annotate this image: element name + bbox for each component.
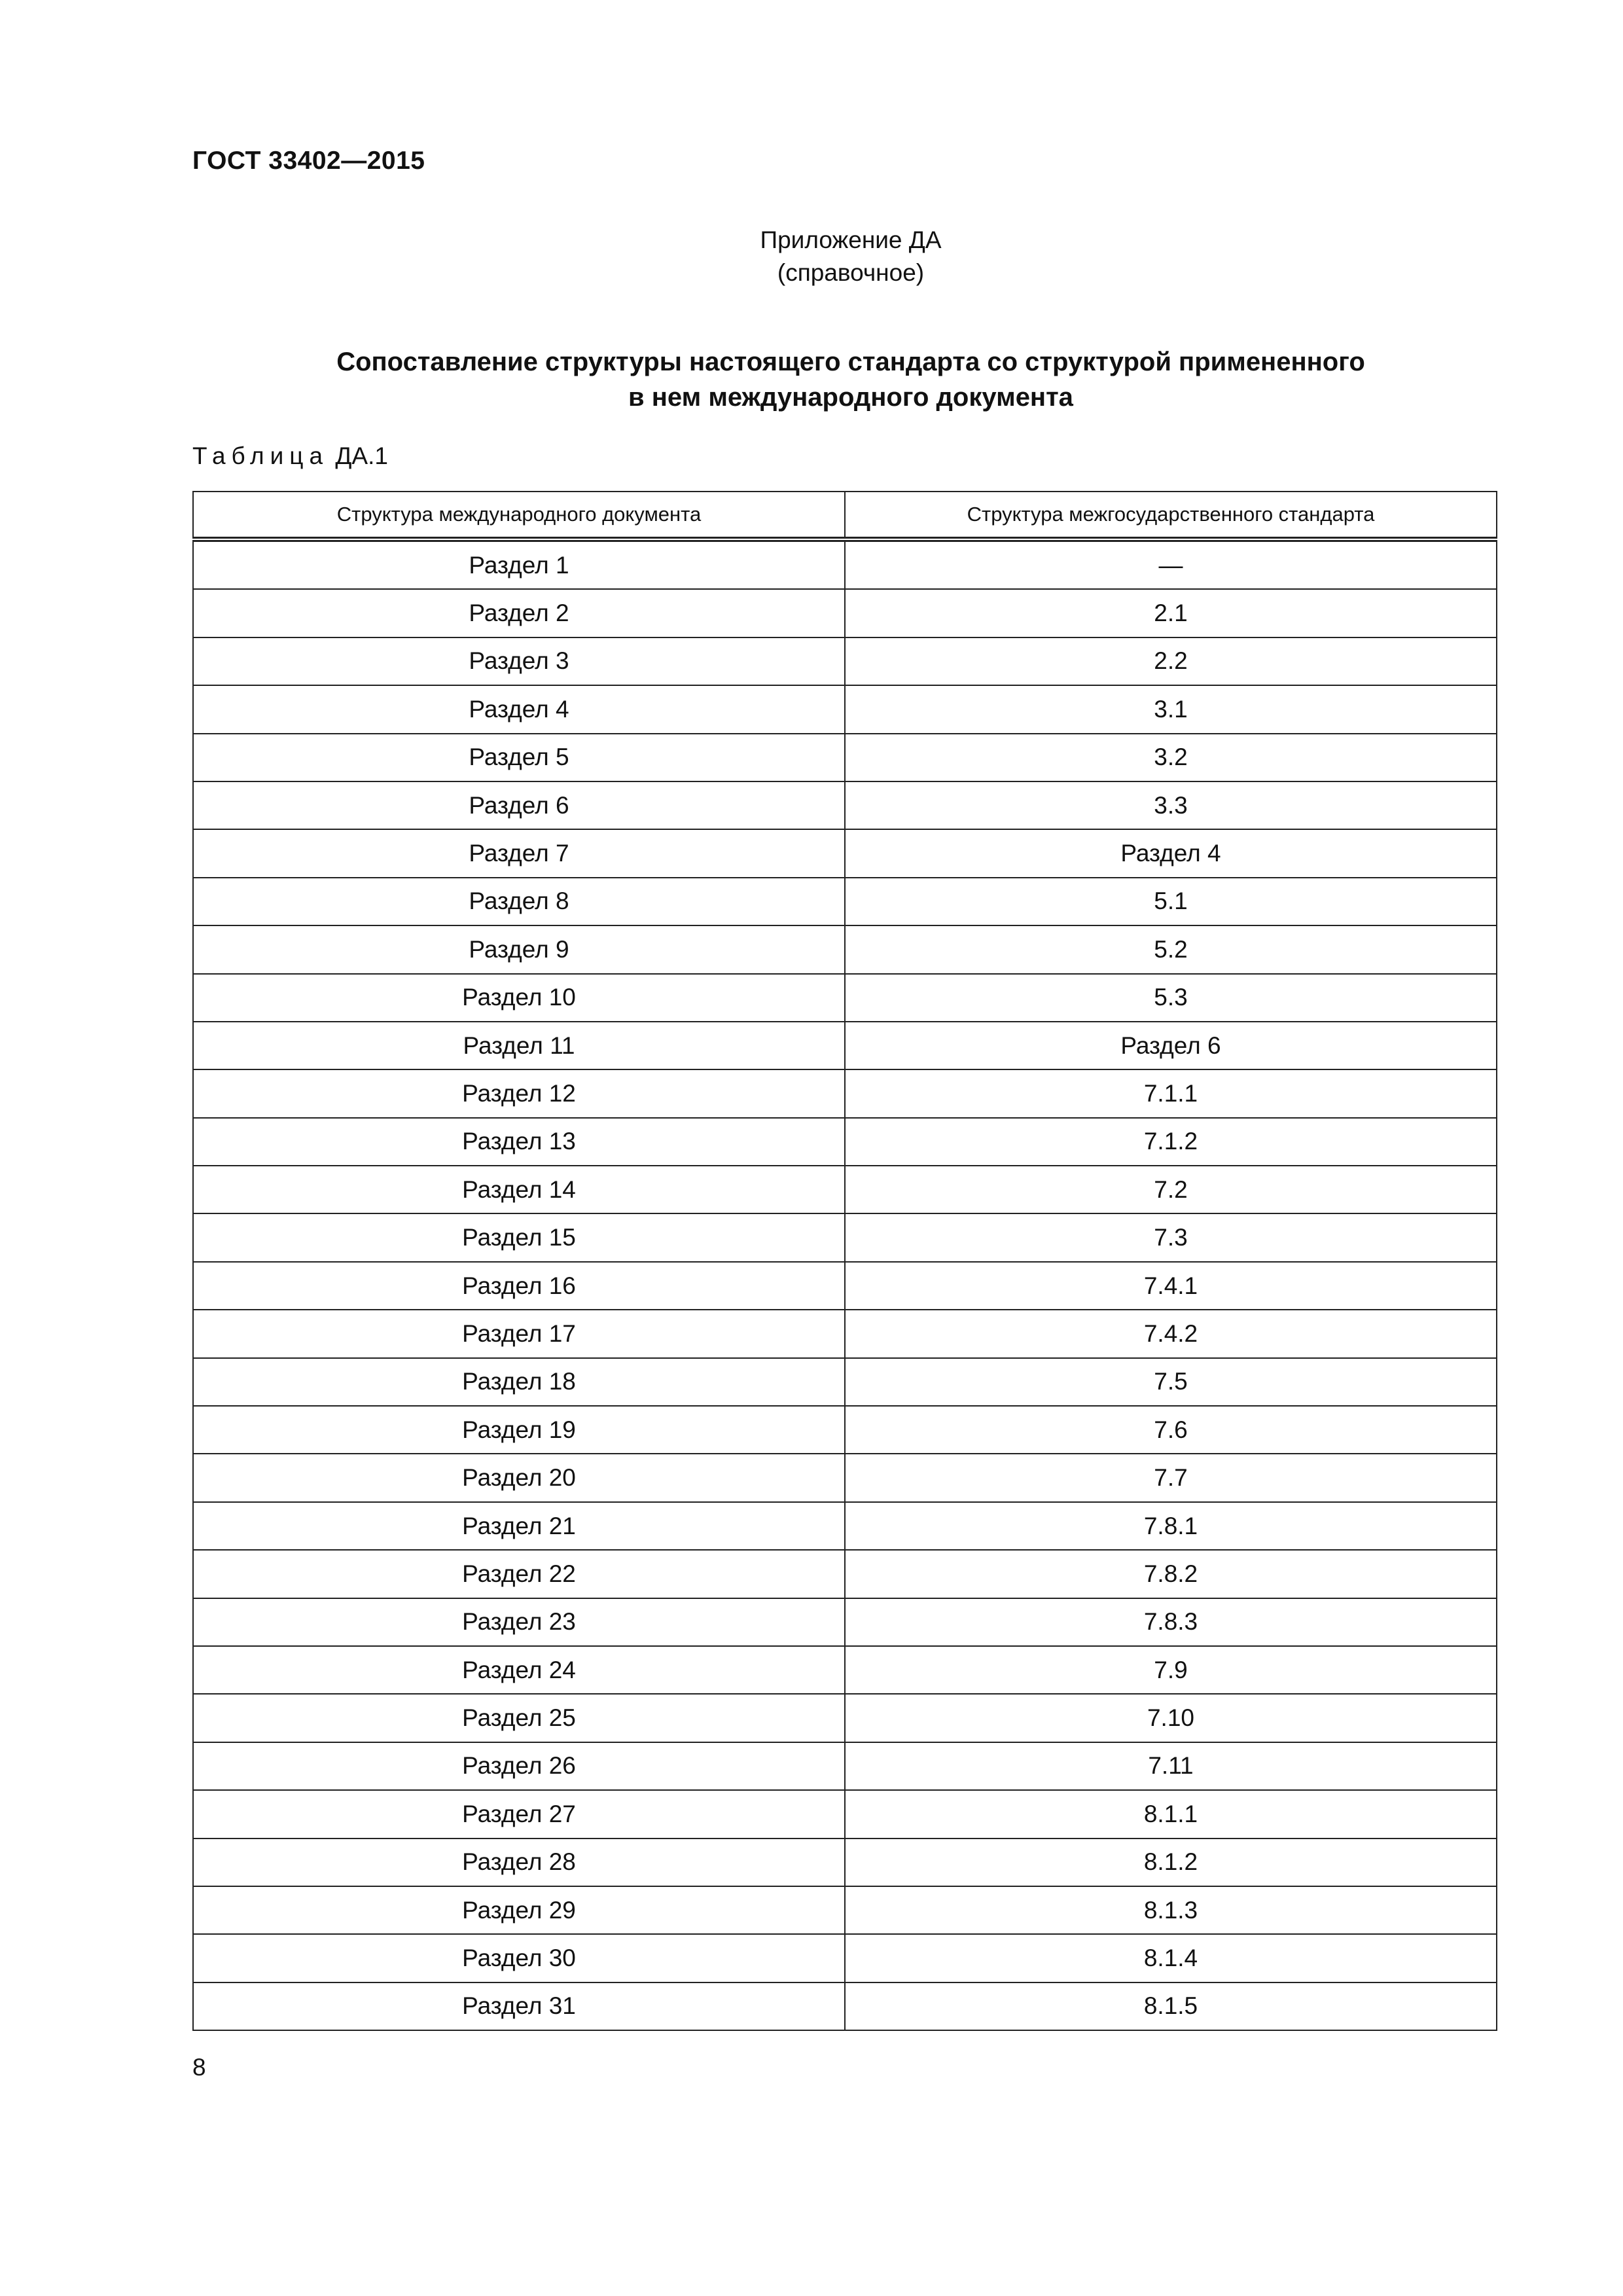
international-section-cell: Раздел 20 — [193, 1454, 845, 1501]
interstate-section-cell: 8.1.3 — [845, 1886, 1497, 1934]
table-row — [193, 925, 1497, 973]
interstate-section-cell: 7.5 — [845, 1358, 1497, 1406]
international-section-cell: Раздел 12 — [193, 1069, 845, 1117]
column-header-interstate: Структура межгосударственного стандарта — [845, 492, 1497, 539]
appendix-title-block — [0, 224, 1623, 289]
interstate-section-cell: Раздел 4 — [845, 829, 1497, 877]
interstate-section-cell: 3.1 — [845, 685, 1497, 733]
international-section-cell: Раздел 22 — [193, 1550, 845, 1598]
table-row — [193, 1598, 1497, 1646]
table-heading-line-1: Сопоставление структуры настоящего стандарта со структурой примененного — [336, 348, 1365, 376]
international-section-cell: Раздел 19 — [193, 1406, 845, 1454]
international-section-cell: Раздел 18 — [193, 1358, 845, 1406]
table-row — [193, 1454, 1497, 1501]
international-section-cell: Раздел 16 — [193, 1262, 845, 1310]
table-row — [193, 829, 1497, 877]
international-section-cell: Раздел 25 — [193, 1694, 845, 1742]
table-row — [193, 1934, 1497, 1982]
interstate-section-cell: 3.2 — [845, 734, 1497, 781]
international-section-cell: Раздел 24 — [193, 1646, 845, 1694]
table-row — [193, 1406, 1497, 1454]
table-row — [193, 637, 1497, 685]
international-section-cell: Раздел 14 — [193, 1166, 845, 1213]
appendix-subtitle: (справочное) — [777, 259, 925, 286]
document-code: ГОСТ 33402—2015 — [192, 147, 425, 175]
interstate-section-cell: 7.2 — [845, 1166, 1497, 1213]
table-body — [193, 539, 1497, 2030]
table-heading-line-2: в нем международного документа — [628, 383, 1073, 412]
international-section-cell: Раздел 23 — [193, 1598, 845, 1646]
international-section-cell: Раздел 17 — [193, 1310, 845, 1357]
international-section-cell: Раздел 13 — [193, 1118, 845, 1166]
international-section-cell: Раздел 29 — [193, 1886, 845, 1934]
interstate-section-cell: 7.8.1 — [845, 1502, 1497, 1550]
table-row — [193, 1118, 1497, 1166]
interstate-section-cell: 5.1 — [845, 878, 1497, 925]
table-row — [193, 1550, 1497, 1598]
interstate-section-cell: 8.1.5 — [845, 1982, 1497, 2030]
interstate-section-cell: 7.10 — [845, 1694, 1497, 1742]
interstate-section-cell: 7.1.2 — [845, 1118, 1497, 1166]
table-row — [193, 781, 1497, 829]
interstate-section-cell: 7.9 — [845, 1646, 1497, 1694]
international-section-cell: Раздел 1 — [193, 539, 845, 589]
table-row — [193, 1790, 1497, 1838]
international-section-cell: Раздел 9 — [193, 925, 845, 973]
table-row — [193, 1310, 1497, 1357]
international-section-cell: Раздел 8 — [193, 878, 845, 925]
international-section-cell: Раздел 4 — [193, 685, 845, 733]
table-caption — [192, 442, 388, 470]
interstate-section-cell: 3.3 — [845, 781, 1497, 829]
interstate-section-cell: 8.1.2 — [845, 1839, 1497, 1886]
table-row — [193, 1886, 1497, 1934]
interstate-section-cell: 8.1.4 — [845, 1934, 1497, 1982]
table-caption-prefix: Таблица — [192, 442, 329, 469]
table-row — [193, 1839, 1497, 1886]
international-section-cell: Раздел 21 — [193, 1502, 845, 1550]
international-section-cell: Раздел 11 — [193, 1022, 845, 1069]
table-row — [193, 539, 1497, 589]
interstate-section-cell: 7.4.2 — [845, 1310, 1497, 1357]
appendix-title: Приложение ДА — [760, 226, 942, 253]
international-section-cell: Раздел 28 — [193, 1839, 845, 1886]
table-row — [193, 1213, 1497, 1261]
table-row — [193, 1069, 1497, 1117]
international-section-cell: Раздел 3 — [193, 637, 845, 685]
interstate-section-cell: 5.2 — [845, 925, 1497, 973]
interstate-section-cell: 5.3 — [845, 974, 1497, 1022]
interstate-section-cell: — — [845, 539, 1497, 589]
interstate-section-cell: 2.1 — [845, 589, 1497, 637]
table-row — [193, 1646, 1497, 1694]
international-section-cell: Раздел 10 — [193, 974, 845, 1022]
structure-mapping-table — [192, 491, 1497, 2031]
interstate-section-cell: 7.8.2 — [845, 1550, 1497, 1598]
international-section-cell: Раздел 6 — [193, 781, 845, 829]
table-header-row — [193, 492, 1497, 539]
interstate-section-cell: 7.11 — [845, 1742, 1497, 1790]
interstate-section-cell: 7.1.1 — [845, 1069, 1497, 1117]
page-number: 8 — [192, 2054, 206, 2081]
interstate-section-cell: 2.2 — [845, 637, 1497, 685]
international-section-cell: Раздел 30 — [193, 1934, 845, 1982]
table-row — [193, 1694, 1497, 1742]
table-row — [193, 1166, 1497, 1213]
interstate-section-cell: 7.8.3 — [845, 1598, 1497, 1646]
interstate-section-cell: 7.6 — [845, 1406, 1497, 1454]
interstate-section-cell: Раздел 6 — [845, 1022, 1497, 1069]
column-header-international: Структура международного документа — [193, 492, 845, 539]
table-caption-number: ДА.1 — [335, 442, 388, 469]
table-row — [193, 589, 1497, 637]
table-row — [193, 1358, 1497, 1406]
international-section-cell: Раздел 31 — [193, 1982, 845, 2030]
international-section-cell: Раздел 15 — [193, 1213, 845, 1261]
table-row — [193, 1502, 1497, 1550]
international-section-cell: Раздел 7 — [193, 829, 845, 877]
international-section-cell: Раздел 5 — [193, 734, 845, 781]
interstate-section-cell: 7.4.1 — [845, 1262, 1497, 1310]
table-row — [193, 974, 1497, 1022]
table-row — [193, 1262, 1497, 1310]
international-section-cell: Раздел 27 — [193, 1790, 845, 1838]
interstate-section-cell: 7.3 — [845, 1213, 1497, 1261]
interstate-section-cell: 7.7 — [845, 1454, 1497, 1501]
table-row — [193, 1742, 1497, 1790]
table-row — [193, 878, 1497, 925]
international-section-cell: Раздел 2 — [193, 589, 845, 637]
table-row — [193, 685, 1497, 733]
table-row — [193, 1022, 1497, 1069]
table-row — [193, 1982, 1497, 2030]
interstate-section-cell: 8.1.1 — [845, 1790, 1497, 1838]
table-heading — [0, 344, 1623, 415]
international-section-cell: Раздел 26 — [193, 1742, 845, 1790]
table-row — [193, 734, 1497, 781]
